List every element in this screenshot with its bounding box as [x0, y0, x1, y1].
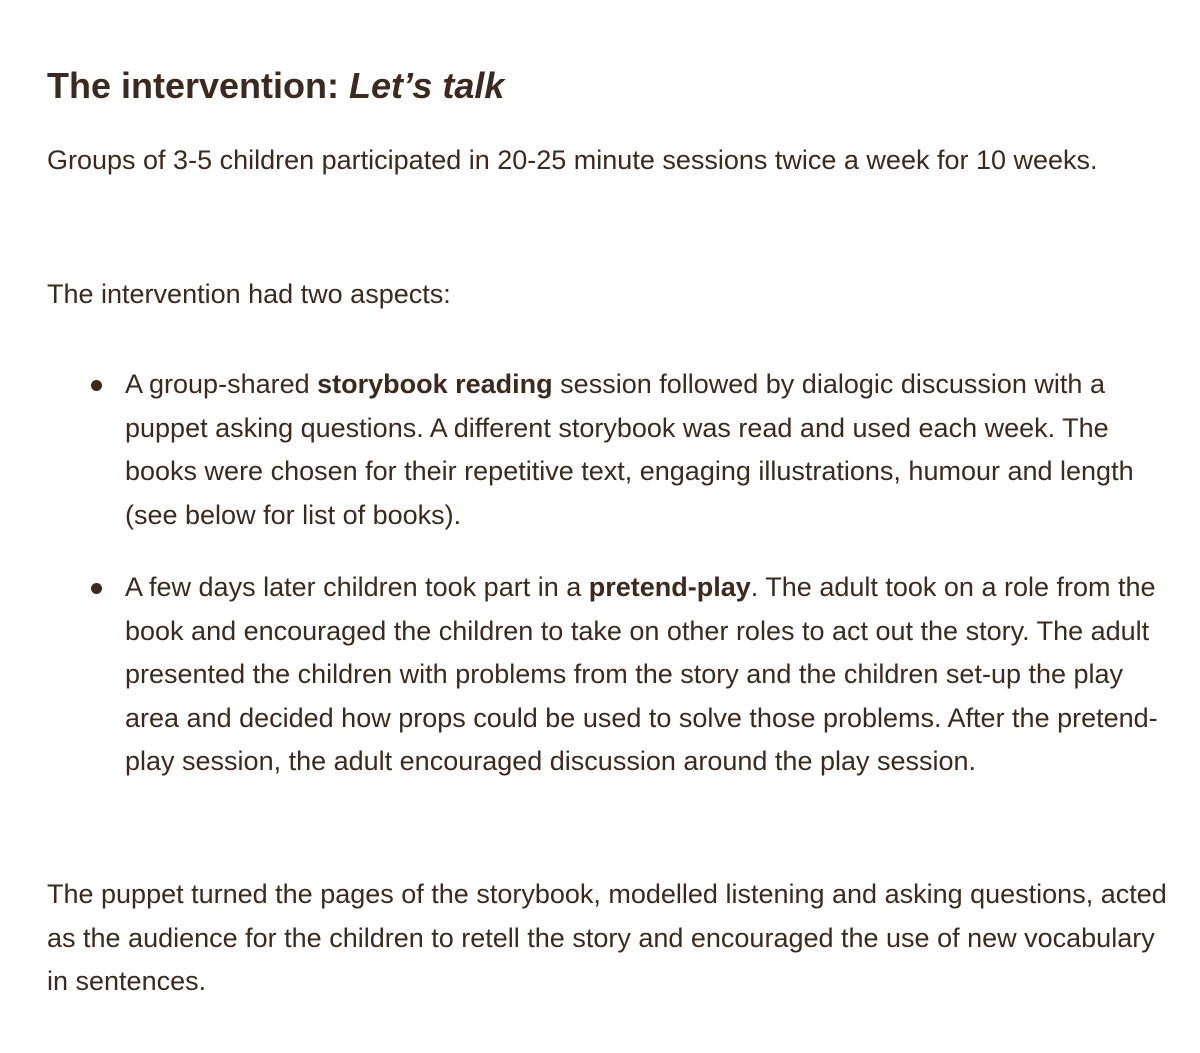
aspects-lead-paragraph: The intervention had two aspects:	[47, 279, 451, 309]
list-item-text-before: A group-shared	[125, 369, 318, 399]
heading-prefix: The intervention:	[47, 65, 350, 106]
list-item	[0, 566, 1165, 784]
bullet-icon	[91, 583, 102, 594]
list-item-bold-term: pretend-play	[588, 572, 751, 602]
list-item-text-before: A few days later children took part in a	[125, 572, 589, 602]
aspects-list	[0, 363, 1200, 813]
list-item-bold-term: storybook reading	[317, 369, 553, 399]
bullet-icon	[91, 380, 102, 391]
list-item-text-after: session followed by dialogic discussion with a puppet asking questions. A different storybook was read and used each week. The books were chosen for their repetitive text, engaging illustrations, humour and length (see below for list of books).	[125, 369, 1134, 530]
puppet-paragraph: The puppet turned the pages of the storybook, modelled listening and asking questions, acted as the audience for the children to retell the story and encouraged the use of new vocabulary in sentences.	[47, 879, 1167, 996]
heading-emphasis: Let’s talk	[349, 65, 505, 106]
intro-paragraph: Groups of 3-5 children participated in 20-25 minute sessions twice a week for 10 weeks.	[47, 145, 1098, 175]
list-item-text-after: . The adult took on a role from the book and encouraged the children to take on other roles to act out the story. The adult presented the children with problems from the story and the children set-up the play area and decided how props could be used to solve those problems. After the pretend-play session, the adult encouraged discussion around the play session.	[125, 572, 1158, 776]
section-heading	[47, 64, 504, 108]
list-item	[0, 363, 1165, 537]
